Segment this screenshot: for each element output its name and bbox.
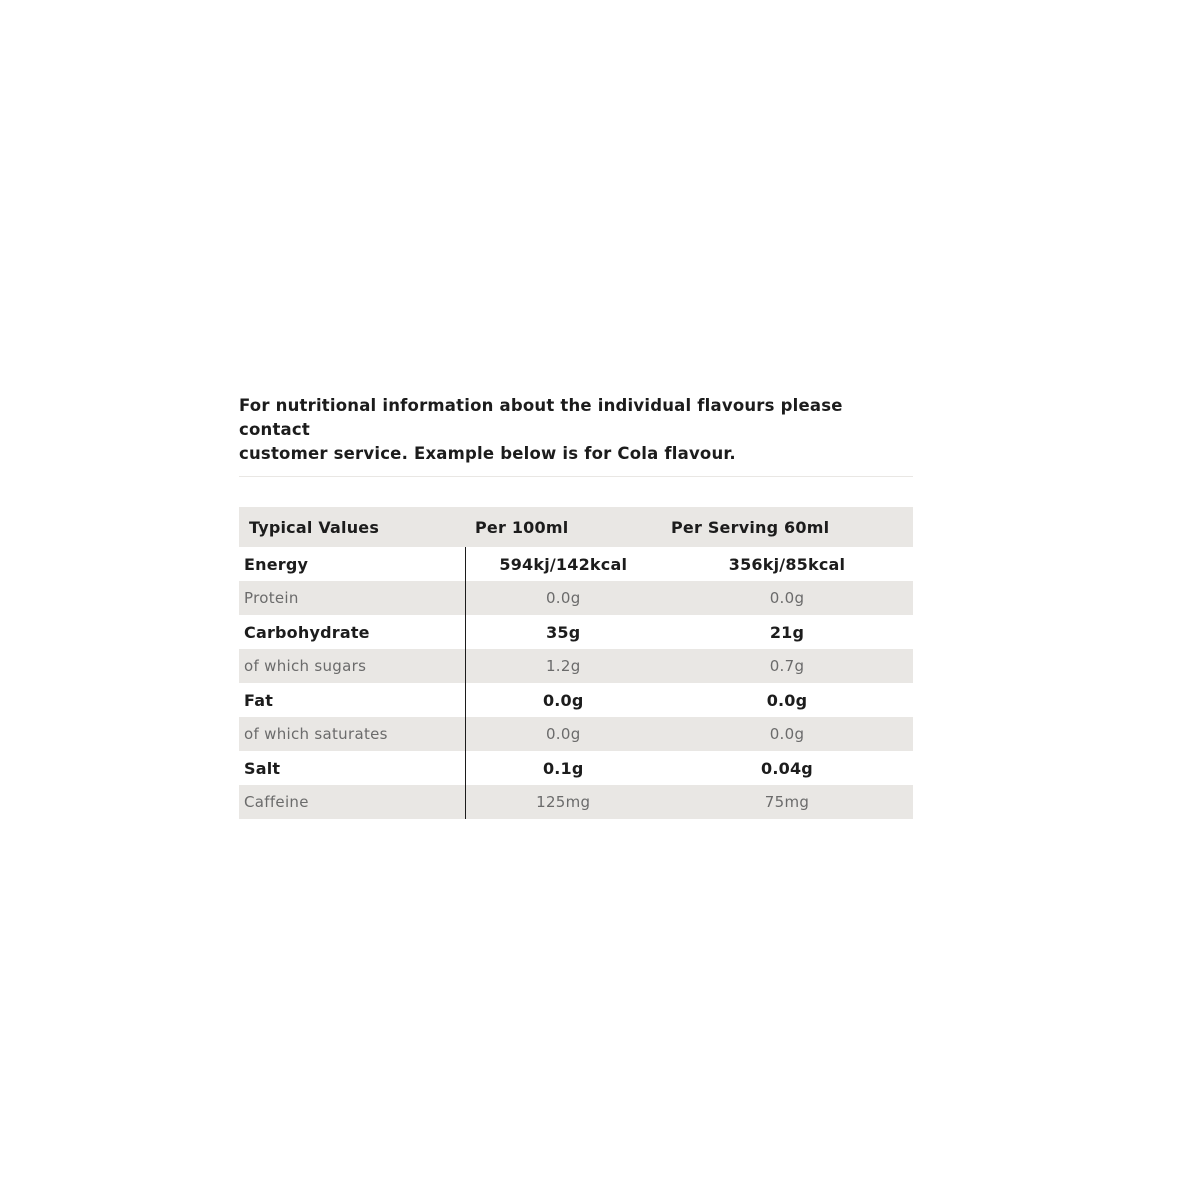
nutrition-section (239, 392, 913, 819)
header-per-100ml: Per 100ml (475, 517, 569, 537)
row-label: Fat (239, 683, 465, 717)
row-value-per-100ml: 35g (546, 622, 581, 642)
row-value-per-100ml: 0.0g (545, 589, 581, 607)
table-body (239, 547, 913, 819)
row-value-per-serving: 356kj/85kcal (728, 554, 846, 574)
header-typical-values: Typical Values (249, 517, 380, 537)
table-row (239, 683, 913, 717)
intro-line-2: customer service. Example below is for Cola flavour. (239, 444, 736, 463)
row-label: Caffeine (239, 785, 465, 819)
row-value-per-serving: 0.04g (761, 758, 813, 778)
row-value-per-serving: 0.0g (769, 725, 805, 743)
row-value-per-100ml: 1.2g (545, 657, 581, 675)
row-label: Protein (239, 581, 465, 615)
table-row (239, 547, 913, 581)
row-value-per-100ml: 125mg (536, 793, 591, 811)
row-value-per-100ml: 0.0g (545, 725, 581, 743)
row-label: of which sugars (239, 649, 465, 683)
table-header-row (239, 507, 913, 547)
table-row (239, 751, 913, 785)
table-row (239, 615, 913, 649)
row-value-per-100ml: 0.1g (542, 758, 584, 778)
row-label: Carbohydrate (239, 615, 465, 649)
nutrition-table (239, 507, 914, 819)
row-value-per-serving: 21g (769, 622, 805, 642)
row-value-per-serving: 0.0g (766, 690, 808, 710)
row-value-per-100ml: 594kj/142kcal (499, 554, 628, 574)
row-value-per-serving: 0.7g (769, 657, 805, 675)
table-row (239, 717, 913, 751)
table-row (239, 649, 913, 683)
table-row (239, 785, 913, 819)
intro-text (239, 392, 913, 476)
nutrition-table-wrapper (239, 507, 913, 819)
table-row (239, 581, 913, 615)
row-label: Salt (239, 751, 465, 785)
intro-line-1: For nutritional information about the individual flavours please contact (239, 396, 843, 439)
row-value-per-serving: 75mg (764, 793, 810, 811)
row-label: Energy (239, 547, 465, 581)
row-label: of which saturates (239, 717, 465, 751)
header-per-serving: Per Serving 60ml (671, 517, 830, 537)
divider (239, 476, 913, 477)
row-value-per-100ml: 0.0g (542, 690, 584, 710)
row-value-per-serving: 0.0g (769, 589, 805, 607)
